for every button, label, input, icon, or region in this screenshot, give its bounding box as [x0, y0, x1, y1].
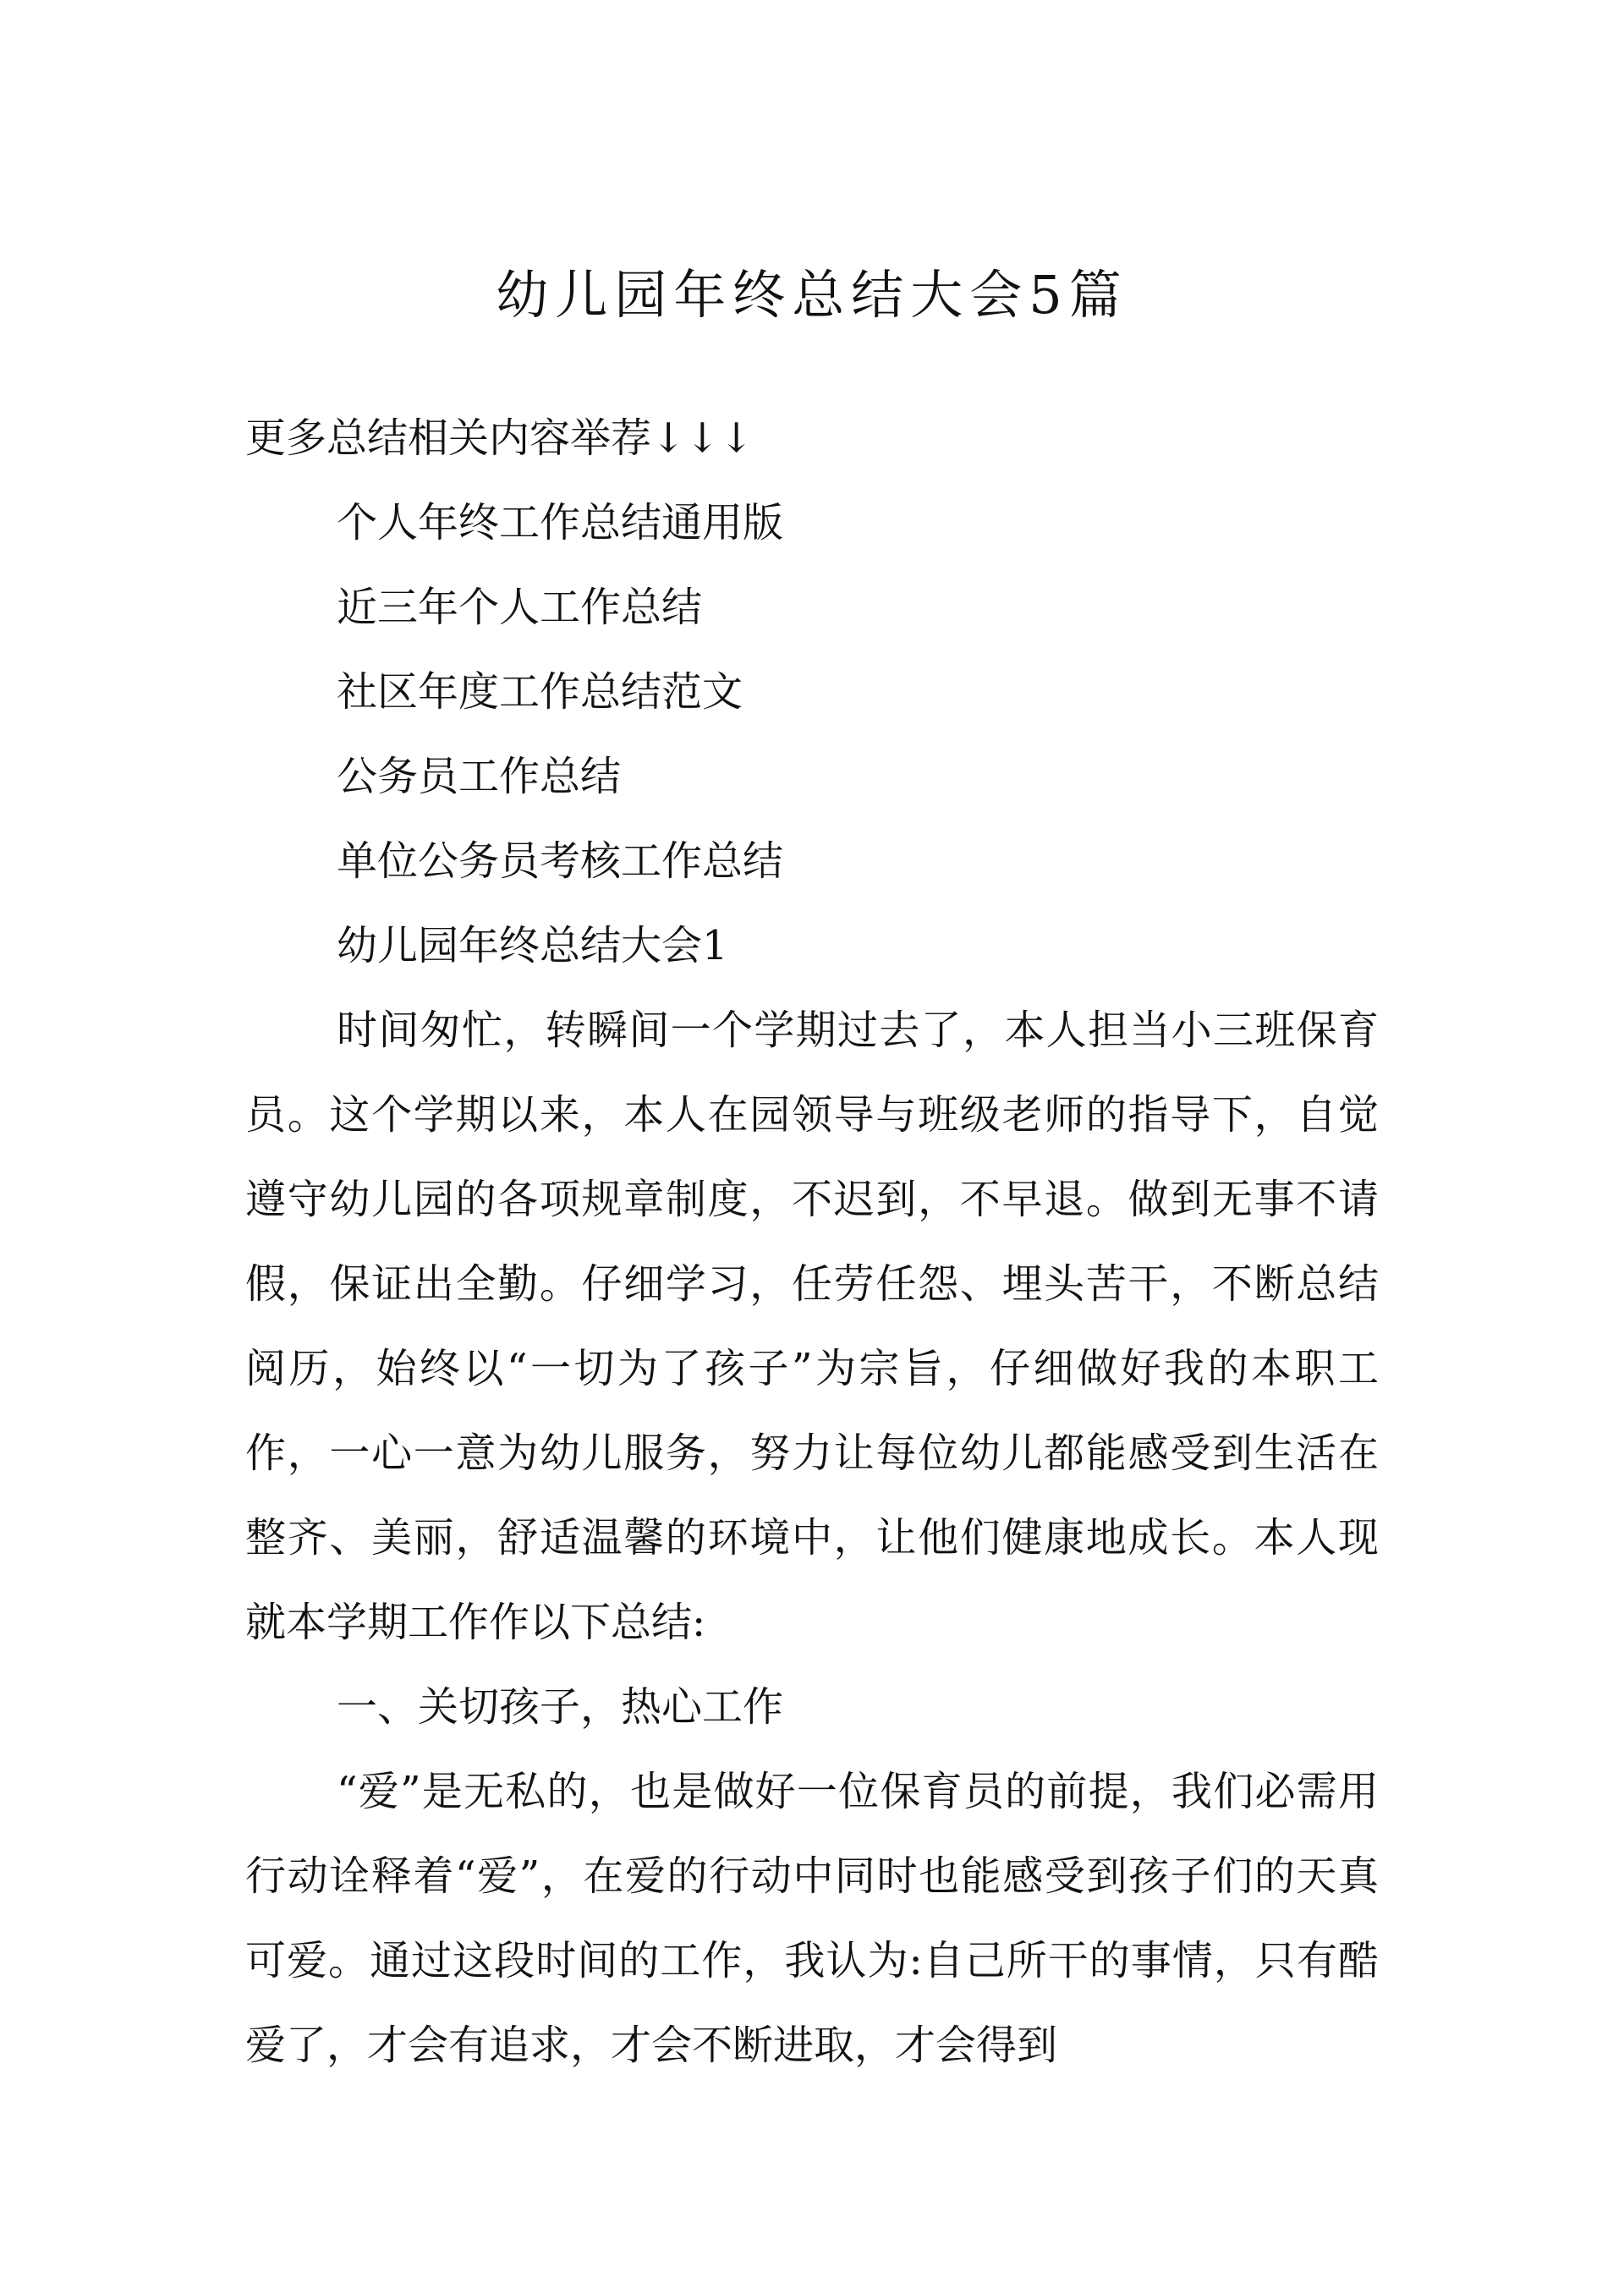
recommendation-link[interactable]: 公务员工作总结 [337, 753, 622, 800]
recommendation-link[interactable]: 个人年终工作总结通用版 [337, 499, 784, 546]
section-title: 幼儿园年终总结大会1 [337, 922, 728, 969]
recommendation-link[interactable]: 近三年个人工作总结 [337, 584, 703, 631]
recommendation-link[interactable]: 社区年度工作总结范文 [337, 668, 743, 716]
body-paragraph: “爱”是无私的，也是做好一位保育员的前提，我们必需用行动诠释着“爱”，在爱的行动中同时也能感受到孩子们的天真可爱。通过这段时间的工作，我认为:自己所干的事情，只有酷爱了，才会有追求，才会不断进取，才会得到 [245, 1768, 1379, 2069]
subheading: 一、关切孩子，热心工作 [337, 1683, 784, 1731]
body-paragraph: 时间匆忙，转瞬间一个学期过去了，本人担当小三班保育员。这个学期以来，本人在园领导与班级老师的指导下，自觉遵守幼儿园的各项规章制度，不迟到，不早退。做到无事不请假，保证出全勤。仔细学习，任劳任怨、埋头苦干，不断总结阅历，始终以“一切为了孩子”为宗旨，仔细做好我的本职工作，一心一意为幼儿服务，努力让每位幼儿都能感受到生活在整齐、美丽，舒适温馨的环境中，让他们健康地成长。本人现就本学期工作作以下总结: [245, 1007, 1379, 1646]
document-title: 幼儿园年终总结大会5篇 [496, 264, 1128, 326]
recommendation-link[interactable]: 单位公务员考核工作总结 [337, 837, 784, 885]
recommendation-intro: 更多总结相关内容举荐↓↓↓ [245, 414, 754, 462]
